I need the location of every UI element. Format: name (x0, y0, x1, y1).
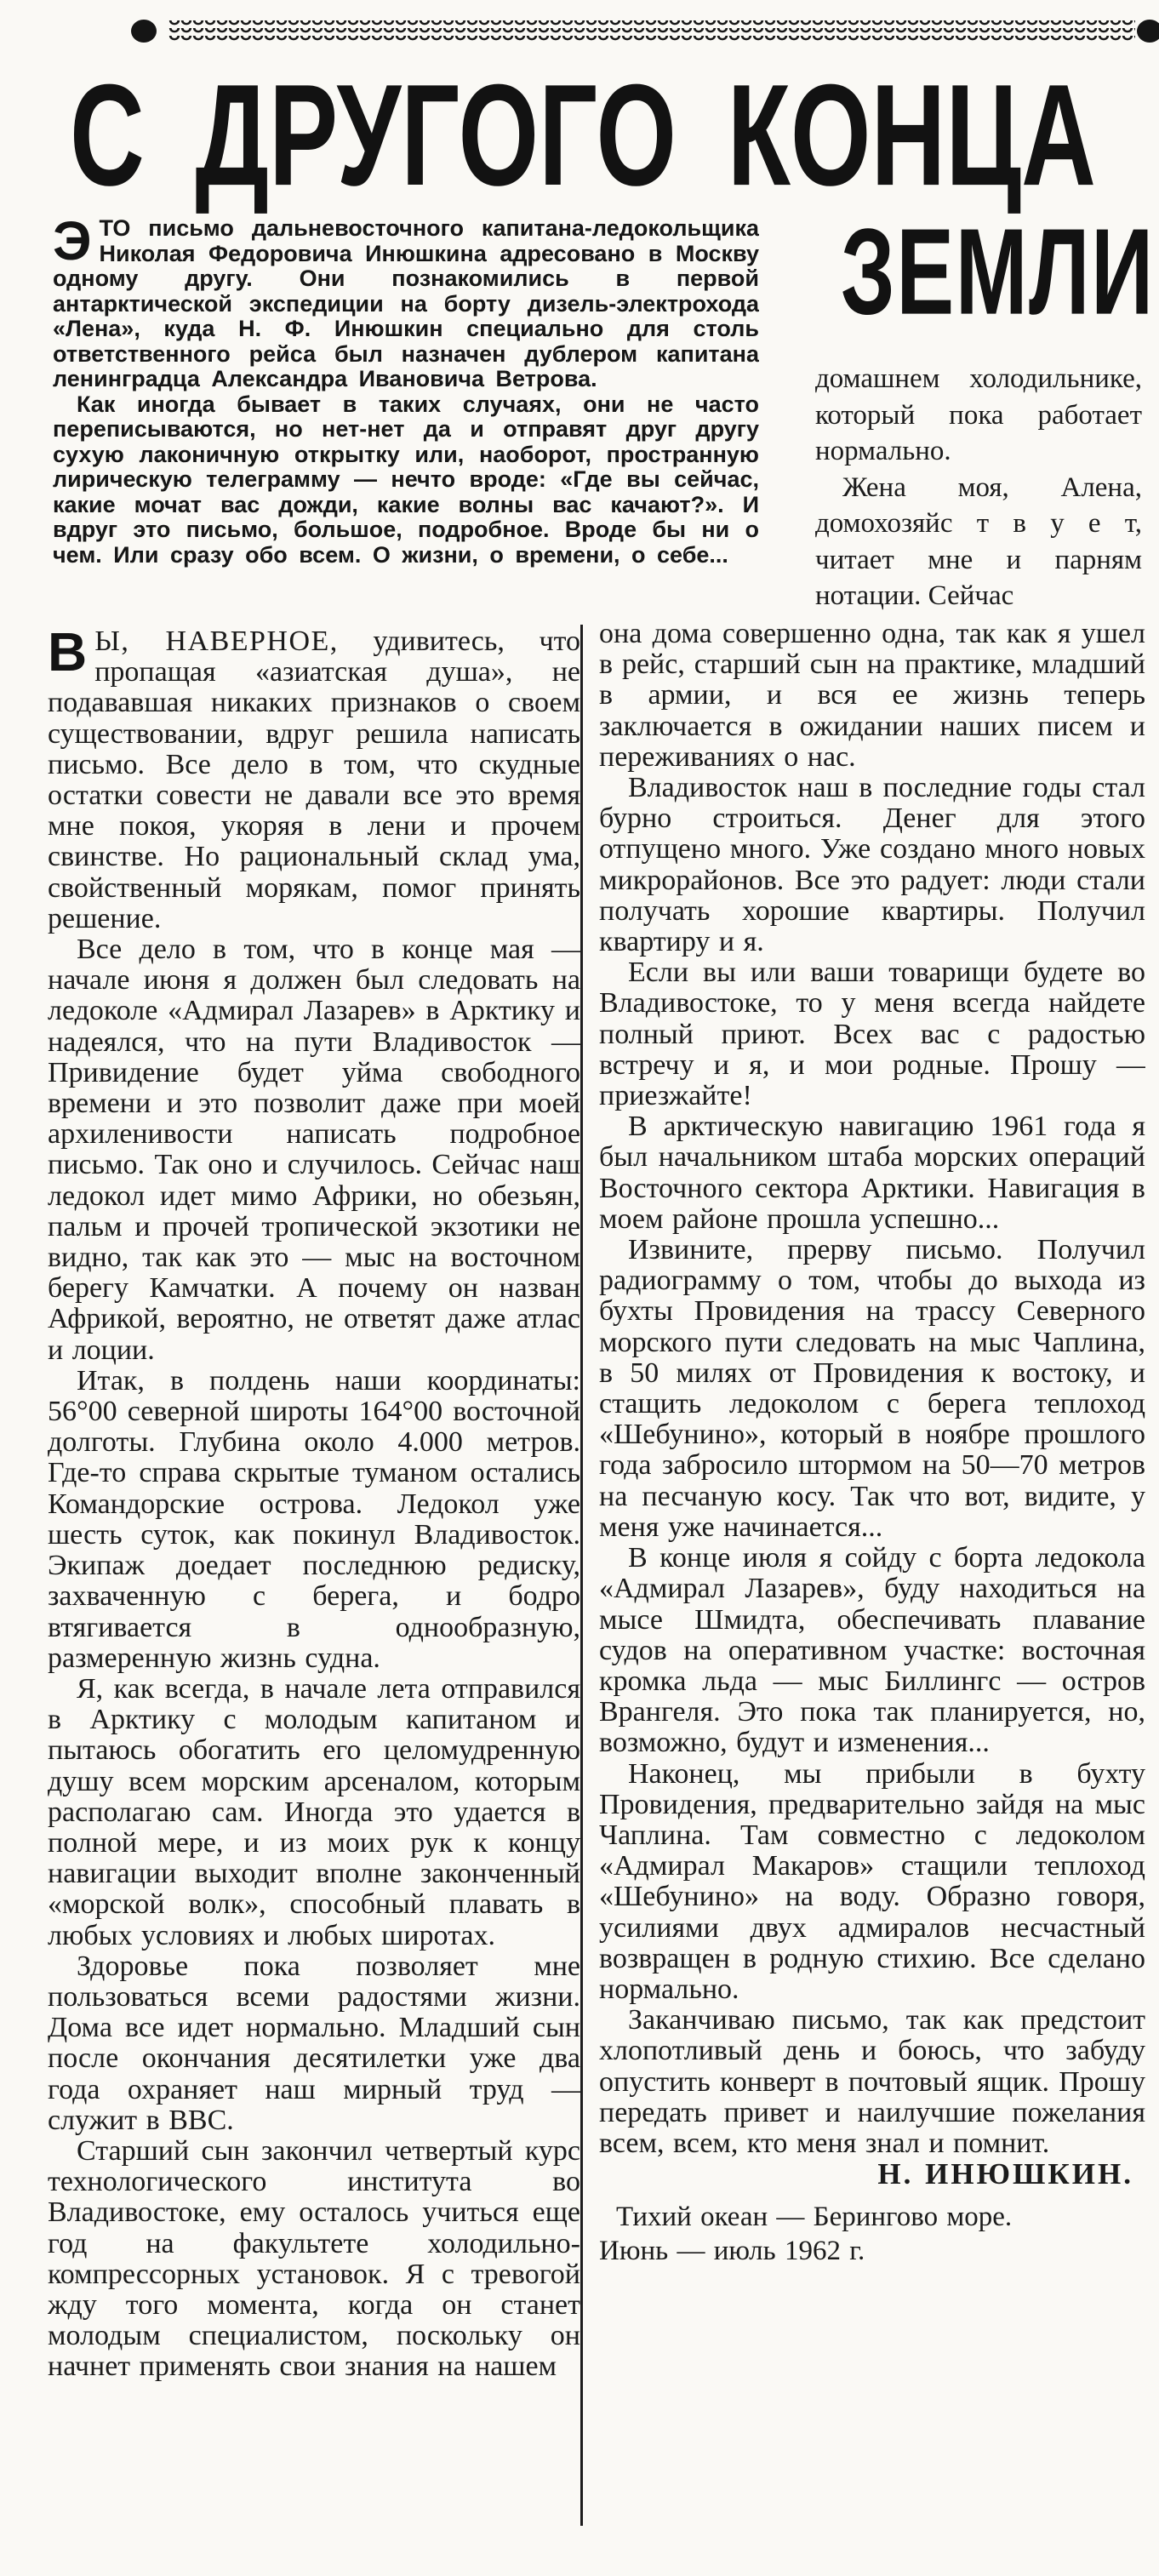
signature: Н. ИНЮШКИН. (877, 2157, 1133, 2191)
wavy-line (168, 20, 1135, 26)
paragraph (48, 626, 580, 934)
lede-lead-caps: ТО (99, 216, 131, 241)
right-column (599, 619, 1145, 2567)
paragraph-text: удивитесь, что пропащая «азиатская душа», не подававшая никаких признаков о своем существовании, вдруг решила написать письмо. Все дело в том, что скудные остатки совести не давали все это время мне покоя, укоряя в лени и прочем свинстве. Но рациональный склад ума, свойственный морякам, помог принять решение. (48, 626, 580, 934)
paragraph: Извините, прерву письмо. Получил радиограмму о том, чтобы до выхода из бухты Провидения на трассу Северного морского пути следовать на мыс Чаплина, в 50 милях от Провидения к востоку, и стащить ледоколом с берега теплоход «Шебунино», который в ноябре прошлого года забросило штормом на 50—70 метров на песчаную косу. Так что вот, видите, у меня уже начинается... (599, 1234, 1145, 1543)
dateline-date: Июнь — июль 1962 г. (599, 2236, 865, 2267)
lede-paragraph-2: Как иногда бывает в таких случаях, они не часто переписываются, но нет-нет да и отправят друг другу сухую лаконичную открытку или, наоборот, пространную лирическую телеграмму — нечто вроде: «Где вы сейчас, какие мочат вас дожди, какие волны вас качают?». И вдруг это письмо, большое, подробное. Вроде бы ни о чем. Или сразу обо всем. О жизни, о времени, о себе... (53, 391, 759, 568)
headline-line-2 (841, 203, 1159, 340)
left-column (48, 626, 580, 2560)
paragraph: Если вы или ваши товарищи будете во Владивостоке, то у меня всегда найдете полный приют. Всех вас с радостью встречу и я, и мои родные. Прошу — приезжайте! (599, 957, 1145, 1112)
left-column-dropcap: В (48, 626, 88, 683)
ornament-dot-left (131, 20, 157, 43)
paragraph: Я, как всегда, в начале лета отправился в Арктику с молодым капитаном и пытаюсь обогатить его целомудренную душу всем морским арсеналом, которым располагаю сам. Иногда это удается в полной мере, и из моих рук к концу навигации выходит вполне законченный «морской волк», способный плавать в любых условиях и любых широтах. (48, 1672, 580, 1951)
paragraph: В конце июля я сойду с борта ледокола «Адмирал Лазарев», буду находиться на мысе Шмидта, обеспечивать плавание судов на оперативном участке: восточная кромка льда — мыс Биллингс — остров Врангеля. Это пока так планируется, но, возможно, будут и изменения... (599, 1542, 1145, 1759)
headline-line-1 (70, 54, 1159, 216)
headline-text: ЗЕМЛИ (841, 203, 1155, 340)
dateline-location: Тихий океан — Берингово море. (616, 2202, 1013, 2233)
lede-paragraph-1-text: письмо дальневосточного капитана-ледокольщика Николая Федоровича Инюшкина адресовано в Москву одному другу. Они познакомились в первой антарктической экспедиции на борту дизель-электрохода «Лена», куда Н. Ф. Инюшкин специально для столь ответственного рейса был назначен дублером капитана ленинградца Александра Ивановича Ветрова. (53, 216, 759, 391)
paragraph: Итак, в полдень наши координаты: 56°00 северной широты 164°00 восточной долготы. Глубина около 4.000 метров. Где-то справа скрытые туманом остались Командорские острова. Ледокол уже шесть суток, как покинул Владивосток. Экипаж доедает последнюю редиску, захваченную с берега, и бодро втягивается в однообразную, размеренную жизнь судна. (48, 1364, 580, 1674)
dateline (599, 2200, 1145, 2268)
paragraph: Наконец, мы прибыли в бухту Провидения, предварительно зайдя на мыс Чаплина. Там совместно с ледоколом «Адмирал Макаров» стащили теплоход «Шебунино» на воду. Образно говоря, усилиями двух адмиралов несчастный возвращен в родную стихию. Все сделано нормально. (599, 1757, 1145, 2005)
paragraph: Здоровье пока позволяет мне пользоваться всеми радостями жизни. Дома все идет нормально. Младший сын после окончания десятилетки уже два года охраняет наш мирный труд — служит в ВВС. (48, 1950, 580, 2136)
column-divider (580, 625, 583, 2526)
ornament-wavy-lines (168, 20, 1135, 43)
paragraph: В арктическую навигацию 1961 года я был начальником штаба морских операций Восточного сектора Арктики. Навигация в моем районе прошла успешно... (599, 1111, 1145, 1235)
wavy-line (168, 36, 1135, 42)
paragraph: домашнем холодильнике, который пока работает нормально. (815, 363, 1142, 466)
lead-caps: Ы, НАВЕРНОЕ, (94, 626, 339, 657)
paragraph: она дома совершенно одна, так как я ушел в рейс, старший сын на практике, младший в армии, и вся ее жизнь теперь заключается в ожидании наших писем и переживаниях о нас. (599, 619, 1145, 773)
paragraph: Старший сын закончил четвертый курс технологического института во Владивостоке, ему осталось учиться еще год на факультете холодильно-компрессорных установок. Я с тревогой жду того момента, когда он станет молодым специалистом, поскольку он начнет применять свои знания на нашем (48, 2134, 580, 2383)
paragraph: Владивосток наш в последние годы стал бурно строиться. Денег для этого отпущено много. Уже создано много новых микрорайонов. Все это радует: люди стали получать хорошие квартиры. Получил квартиру и я. (599, 772, 1145, 958)
paragraph: Заканчиваю письмо, так как предстоит хлопотливый день и боюсь, что забуду опустить конверт в почтовый ящик. Прошу передать привет и наилучшие пожелания всем, всем, кто меня знал и помнит. (599, 2004, 1145, 2159)
lede-dropcap: Э (53, 216, 92, 271)
top-right-column (815, 361, 1142, 657)
paragraph: Все дело в том, что в конце мая — начале июня я должен был следовать на ледоколе «Адмирал Лазарев» в Арктику и надеялся, что на пути Владивосток — Привидение будет уйма свободного времени и это позволит даже при моей архиленивости написать подробное письмо. Так оно и случилось. Сейчас наш ледокол идет мимо Африки, но обезьян, пальм и прочей тропической экзотики не видно, так как это — мыс на восточном берегу Камчатки. А почему он назван Африкой, вероятно, не ответят даже атлас и лоции. (48, 934, 580, 1366)
lede-paragraph-1 (53, 216, 759, 392)
paragraph: Жена моя, Алена, домохозяйс т в у е т, читает мне и парням нотации. Сейчас (815, 471, 1142, 611)
lede-block (53, 216, 759, 618)
ornament-dot-right (1137, 20, 1159, 43)
wavy-line (168, 28, 1135, 34)
headline-text: С ДРУГОГО КОНЦА (70, 54, 1096, 216)
